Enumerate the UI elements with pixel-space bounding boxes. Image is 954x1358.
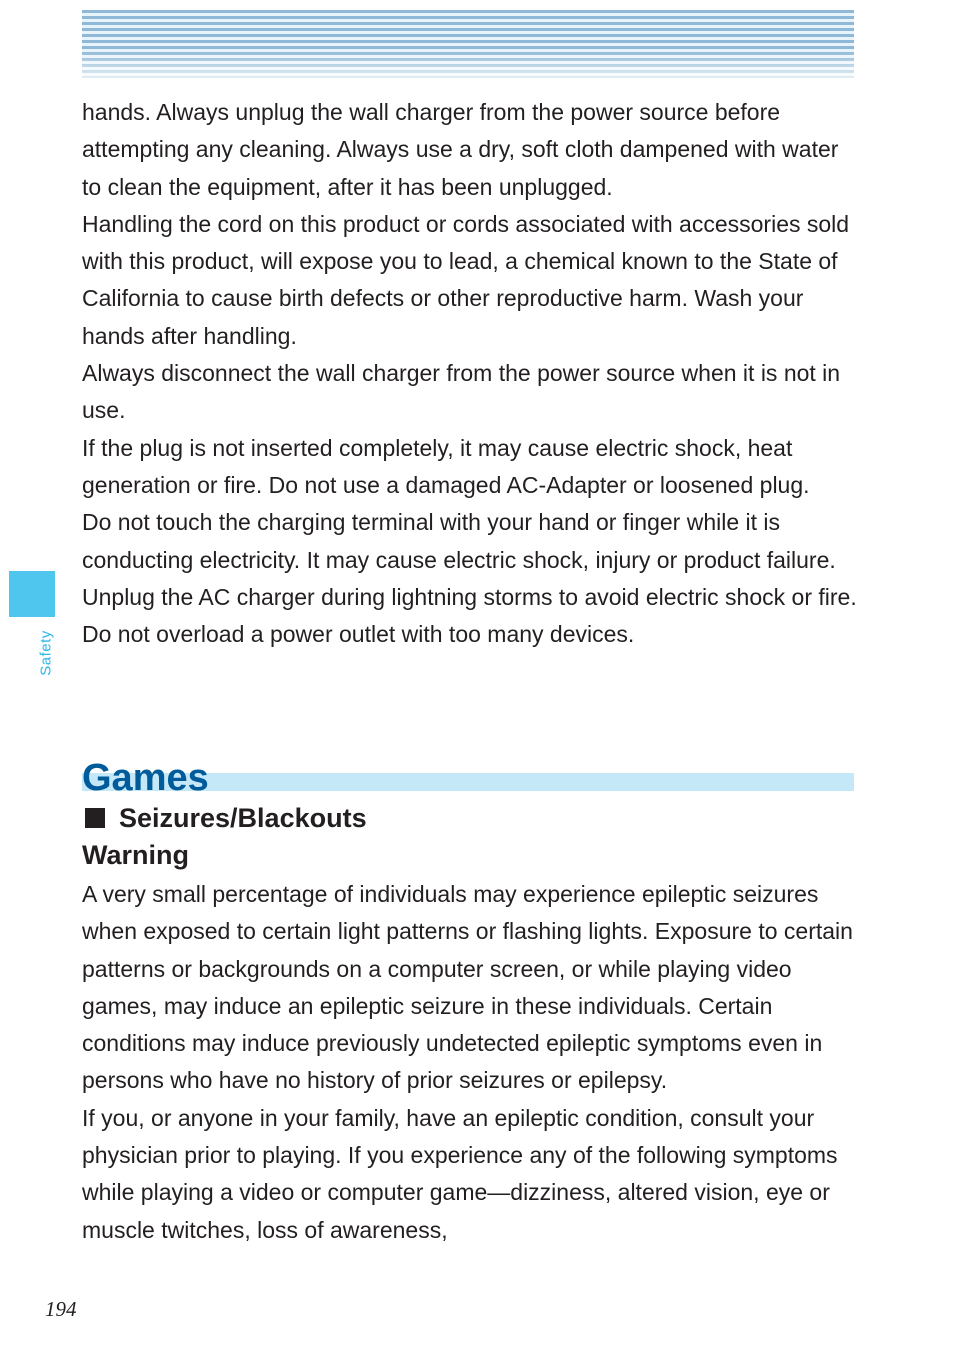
- subheading-text: Seizures/Blackouts: [119, 803, 367, 833]
- games-text-block: [82, 876, 862, 1249]
- square-bullet-icon: [85, 808, 105, 828]
- paragraph-disconnect: Always disconnect the wall charger from the power source when it is not in use.: [82, 360, 841, 424]
- safety-text-block: [82, 94, 862, 653]
- section-tab-marker: [9, 571, 55, 617]
- section-title: Games: [82, 757, 209, 799]
- warning-label: Warning: [82, 840, 189, 870]
- paragraph-plug-insertion: If the plug is not inserted completely, it may cause electric shock, heat generation or fire. Do not use a damaged AC-Adapter or loosened plug.: [82, 434, 810, 498]
- section-heading-games: [82, 758, 854, 798]
- section-side-label: Safety: [37, 630, 55, 676]
- paragraph-cleaning: hands. Always unplug the wall charger from the power source before attempting any cleaning. Always use a dry, soft cloth dampened with water to clean the equipment, after it has been unplugged.: [82, 99, 839, 200]
- paragraph-charging-terminal: Do not touch the charging terminal with your hand or finger while it is conducting electricity. It may cause electric shock, injury or product failure.: [82, 509, 836, 573]
- paragraph-overload: Do not overload a power outlet with too many devices.: [82, 621, 635, 648]
- header-decorative-band: [82, 10, 854, 78]
- paragraph-lightning: Unplug the AC charger during lightning storms to avoid electric shock or fire.: [82, 583, 857, 610]
- paragraph-consult-physician: If you, or anyone in your family, have an epileptic condition, consult your physician prior to playing. If you experience any of the following symptoms while playing a video or computer game—dizziness, altered vision, eye or muscle twitches, loss of awareness,: [82, 1104, 838, 1243]
- page-number: 194: [45, 1297, 77, 1321]
- paragraph-epileptic-seizures: A very small percentage of individuals may experience epileptic seizures when exposed to certain light patterns or flashing lights. Exposure to certain patterns or backgrounds on a computer screen, or while playing video games, may induce an epileptic seizure in these individuals. Certain conditions may induce previously undetected epileptic symptoms even in persons who have no history of prior seizures or epilepsy.: [82, 881, 853, 1094]
- subheading-seizures: [82, 802, 367, 834]
- paragraph-lead-warning: Handling the cord on this product or cords associated with accessories sold with this product, will expose you to lead, a chemical known to the State of California to cause birth defects or other reproductive harm. Wash your hands after handling.: [82, 210, 850, 349]
